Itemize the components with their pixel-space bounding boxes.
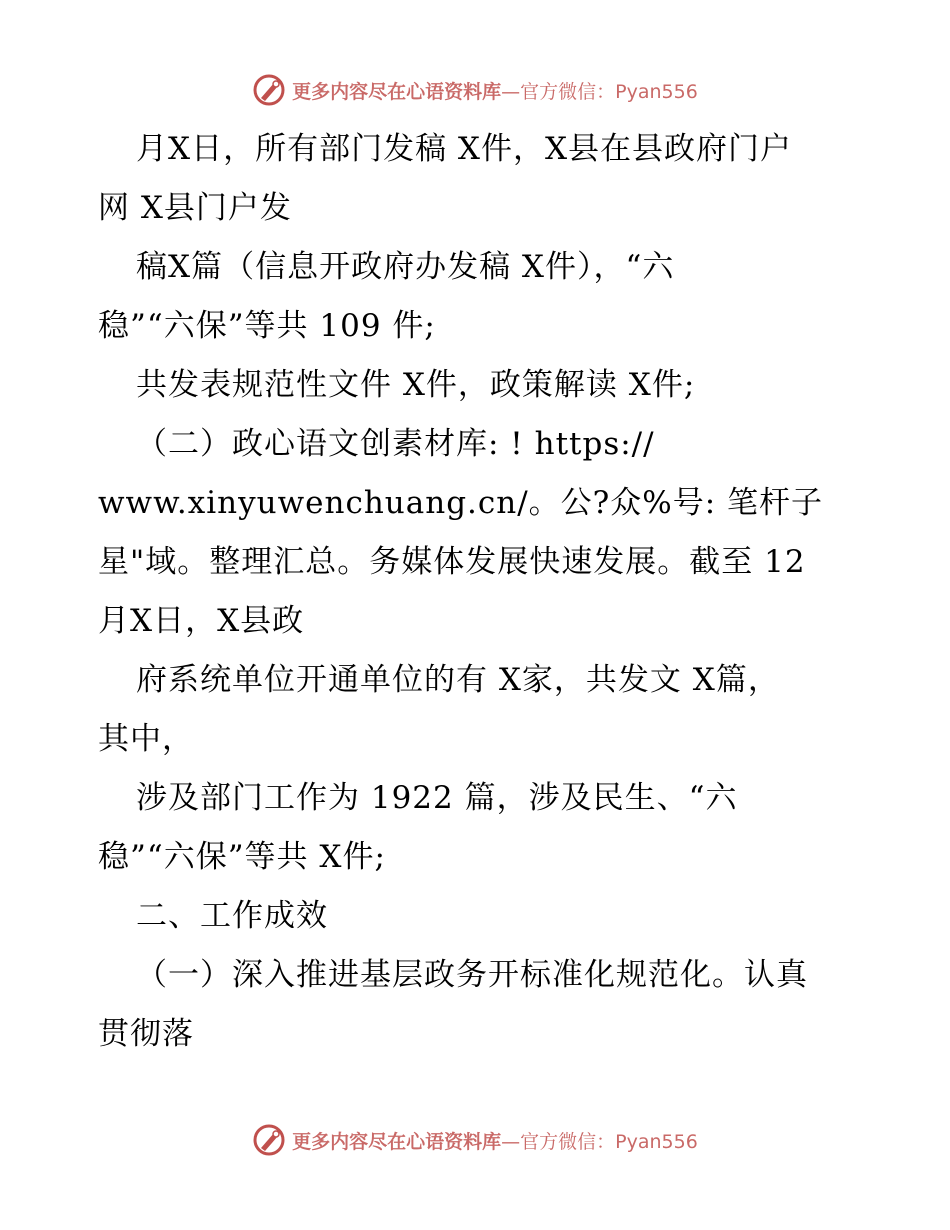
watermark-brand: 更多内容尽在心语资料库: [292, 1130, 502, 1153]
text-line: 涉及部门工作为 1922 篇，涉及民生、“六: [136, 780, 738, 816]
text-line: （二）政心语文创素材库: ! https://: [136, 426, 655, 462]
watermark-contact: —官方微信：Pyan556: [501, 1130, 698, 1153]
document-body: [98, 120, 858, 1064]
watermark-footer: [0, 1120, 950, 1160]
text-line: 贯彻落: [98, 1016, 194, 1052]
watermark-contact: —官方微信：Pyan556: [501, 80, 698, 103]
pen-logo-icon: [252, 1123, 286, 1157]
text-line: www.xinyuwenchuang.cn/。公?众%号: 笔杆子: [98, 485, 824, 521]
text-line: （一）深入推进基层政务开标准化规范化。认真: [136, 957, 808, 993]
text-line: 共发表规范性文件 X件，政策解读 X件;: [136, 367, 696, 403]
text-line: 网 X县门户发: [98, 190, 292, 226]
text-line: 星"域。整理汇总。务媒体发展快速发展。截至 12: [98, 544, 806, 580]
text-line: 府系统单位开通单位的有 X家，共发文 X篇，: [136, 662, 780, 698]
text-line: 月X日，所有部门发稿 X件，X县在县政府门户: [136, 131, 793, 167]
text-line: 稳”“六保”等共 109 件;: [98, 308, 436, 344]
watermark-brand: 更多内容尽在心语资料库: [292, 80, 502, 103]
watermark-text: [292, 77, 698, 104]
text-line: 其中，: [98, 721, 194, 757]
watermark-header: [0, 70, 950, 110]
text-line: 月X日，X县政: [98, 603, 305, 639]
text-line: 稳”“六保”等共 X件;: [98, 839, 386, 875]
watermark-text: [292, 1127, 698, 1154]
text-line: 二、工作成效: [136, 898, 328, 934]
pen-logo-icon: [252, 73, 286, 107]
text-line: 稿X篇（信息开政府办发稿 X件），“六: [136, 249, 675, 285]
